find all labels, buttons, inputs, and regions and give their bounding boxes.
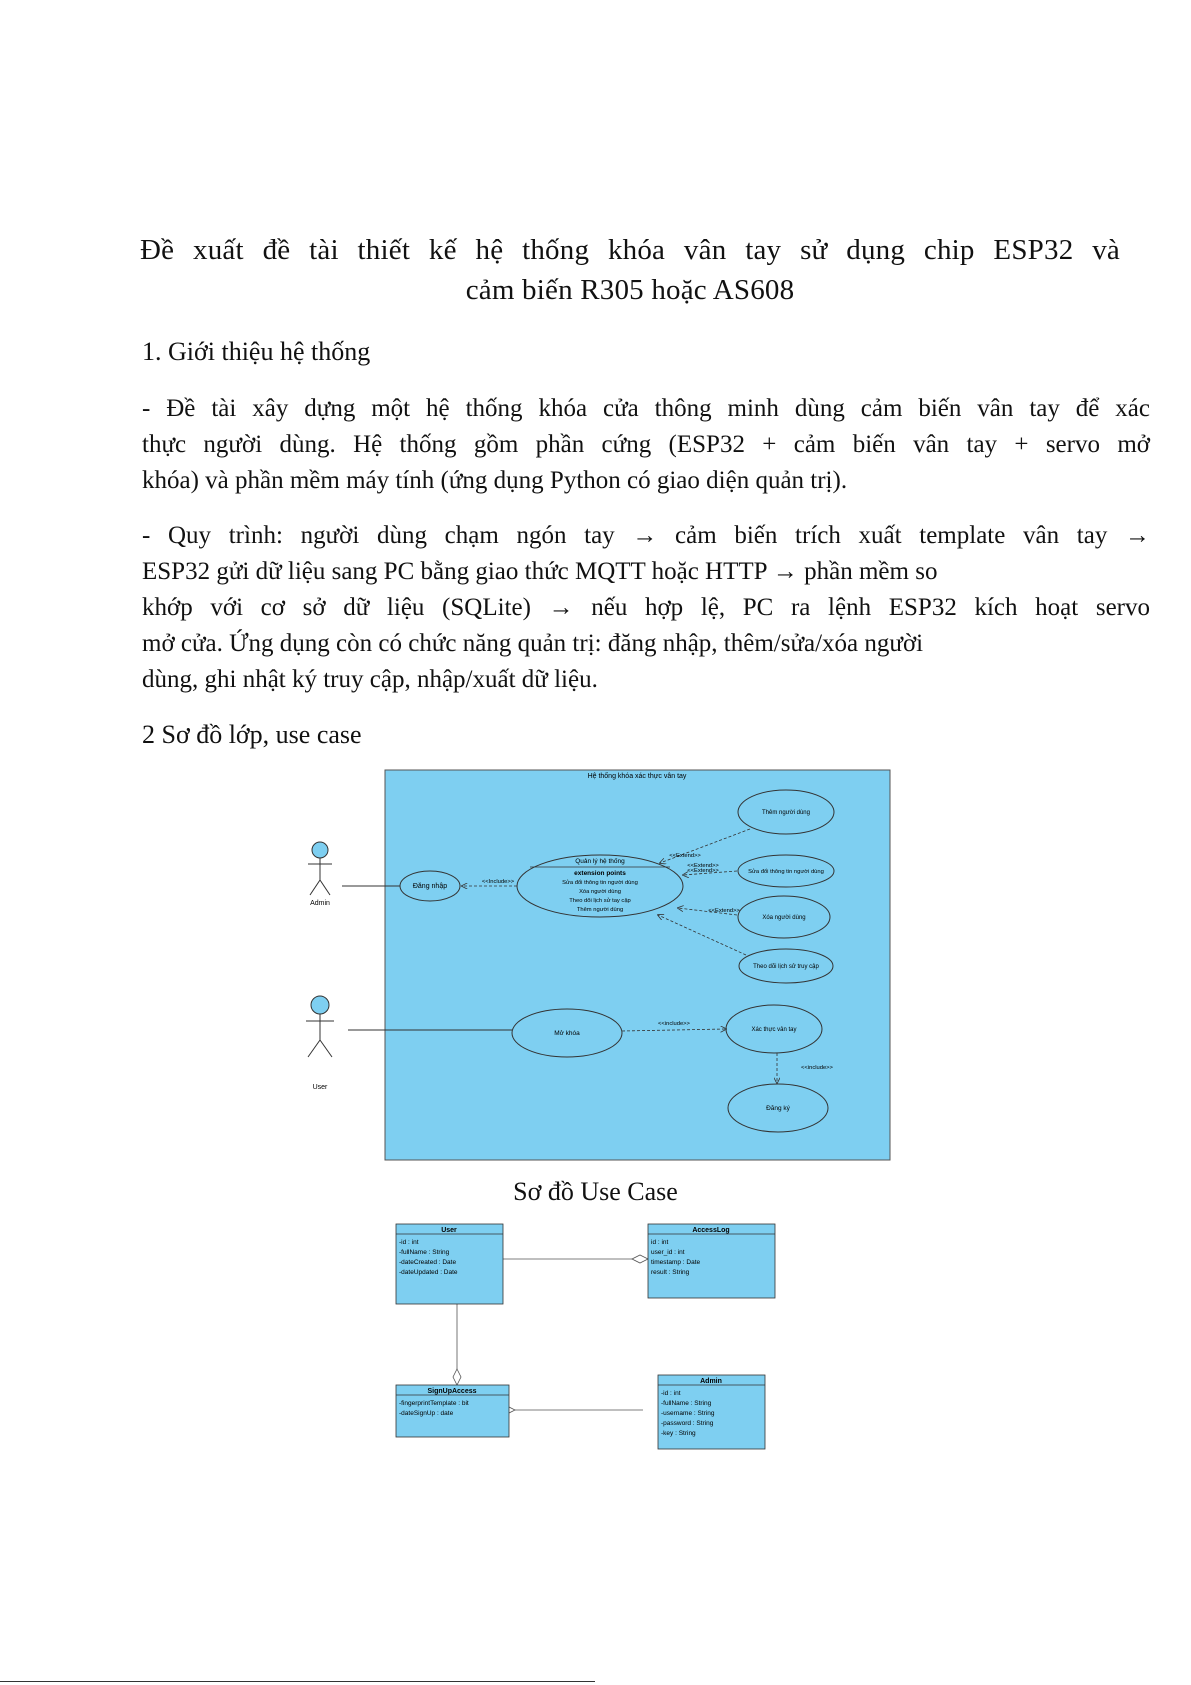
footnote-divider xyxy=(0,1681,595,1682)
svg-text:AccessLog: AccessLog xyxy=(692,1227,730,1234)
title-line-1: Đề xuất đề tài thiết kế hệ thống khóa vân tay sử dụng chip ESP32 và xyxy=(140,234,1120,266)
svg-text:SignUpAccess: SignUpAccess xyxy=(427,1388,477,1395)
admin-actor-label: Admin xyxy=(310,900,330,907)
svg-text:extension points: extension points xyxy=(574,870,626,877)
svg-text:-fullName : String: -fullName : String xyxy=(661,1400,712,1407)
class-signupaccess xyxy=(396,1385,509,1437)
svg-text:Xóa người dùng: Xóa người dùng xyxy=(579,889,621,895)
svg-text:-dateCreated : Date: -dateCreated : Date xyxy=(399,1259,457,1266)
svg-text:Admin: Admin xyxy=(700,1378,722,1385)
paragraph-process xyxy=(142,518,1150,698)
svg-text:Theo dõi lịch sử truy cập: Theo dõi lịch sử truy cập xyxy=(753,964,819,970)
use-case-diagram xyxy=(290,765,900,1165)
paragraph-intro xyxy=(142,391,1150,499)
paragraph-line: ESP32 gửi dữ liệu sang PC bằng giao thức MQTT hoặc HTTP → phần mềm so xyxy=(142,558,938,585)
svg-text:User: User xyxy=(441,1227,457,1234)
svg-text:Theo dõi lịch sử tay cập: Theo dõi lịch sử tay cập xyxy=(569,898,631,904)
paragraph-line: - Đề tài xây dựng một hệ thống khóa cửa thông minh dùng cảm biến vân tay để xác xyxy=(142,395,1150,422)
paragraph-line: mở cửa. Ứng dụng còn có chức năng quản trị: đăng nhập, thêm/sửa/xóa người xyxy=(142,630,924,657)
paragraph-line: dùng, ghi nhật ký truy cập, nhập/xuất dữ liệu. xyxy=(142,666,598,693)
svg-text:id : int: id : int xyxy=(651,1239,669,1246)
svg-text:user_id : int: user_id : int xyxy=(651,1249,685,1256)
extend-label: <<Extend>> xyxy=(687,868,719,874)
extend-label: <<Extend>> xyxy=(708,908,740,914)
svg-text:-id : int: -id : int xyxy=(399,1239,419,1246)
svg-text:Thêm người dùng: Thêm người dùng xyxy=(576,907,624,913)
class-accesslog xyxy=(648,1224,775,1298)
extend-label: <<Extend>> xyxy=(687,863,719,869)
paragraph-line: - Quy trình: người dùng chạm ngón tay → cảm biến trích xuất template vân tay → xyxy=(142,522,1150,549)
svg-text:Xóa người dùng: Xóa người dùng xyxy=(762,915,806,921)
extend-label: <<Extend>> xyxy=(669,853,701,859)
svg-text:Xác thực vân tay: Xác thực vân tay xyxy=(751,1027,797,1033)
include-label: <<include>> xyxy=(801,1065,833,1071)
svg-text:-id : int: -id : int xyxy=(661,1390,681,1397)
section-2-heading: 2 Sơ đồ lớp, use case xyxy=(142,720,362,749)
class-user xyxy=(396,1224,503,1304)
svg-text:timestamp : Date: timestamp : Date xyxy=(651,1259,701,1266)
svg-text:-username : String: -username : String xyxy=(661,1410,715,1417)
admin-actor xyxy=(308,842,332,895)
svg-text:Đăng ký: Đăng ký xyxy=(766,1105,790,1112)
svg-text:-dateSignUp : date: -dateSignUp : date xyxy=(399,1410,454,1417)
class-diagram xyxy=(390,1222,810,1452)
svg-text:Sửa đổi thông tin người dùng: Sửa đổi thông tin người dùng xyxy=(562,880,638,886)
svg-text:-fingerprintTemplate : bit: -fingerprintTemplate : bit xyxy=(399,1400,469,1407)
svg-text:Mở khóa: Mở khóa xyxy=(554,1030,580,1037)
svg-text:-fullName : String: -fullName : String xyxy=(399,1249,450,1256)
use-case-caption: Sơ đồ Use Case xyxy=(513,1177,678,1206)
svg-text:result : String: result : String xyxy=(651,1269,690,1276)
paragraph-line: khóa) và phần mềm máy tính (ứng dụng Python có giao diện quản trị). xyxy=(142,467,848,494)
svg-text:Thêm người dùng: Thêm người dùng xyxy=(762,810,810,816)
section-1-heading: 1. Giới thiệu hệ thống xyxy=(142,337,371,366)
paragraph-line: khớp với cơ sở dữ liệu (SQLite) → nếu hợp lệ, PC ra lệnh ESP32 kích hoạt servo xyxy=(142,594,1150,621)
include-label: <<include>> xyxy=(658,1021,690,1027)
svg-text:-dateUpdated : Date: -dateUpdated : Date xyxy=(399,1269,458,1276)
svg-text:-key : String: -key : String xyxy=(661,1430,696,1437)
user-actor xyxy=(306,996,334,1057)
svg-text:Đăng nhập: Đăng nhập xyxy=(412,883,448,890)
include-label: <<Include>> xyxy=(481,879,515,885)
paragraph-line: thực người dùng. Hệ thống gồm phần cứng (ESP32 + cảm biến vân tay + servo mở xyxy=(142,431,1150,458)
svg-text:Sửa đổi thông tin người dùng: Sửa đổi thông tin người dùng xyxy=(748,869,824,875)
class-admin xyxy=(658,1375,765,1449)
svg-text:-password : String: -password : String xyxy=(661,1420,714,1427)
svg-text:Quản lý hệ thống: Quản lý hệ thống xyxy=(575,858,625,865)
user-actor-label: User xyxy=(312,1084,328,1091)
document-title xyxy=(140,230,1120,310)
system-title: Hệ thống khóa xác thực vân tay xyxy=(587,773,687,780)
title-line-2: cảm biến R305 hoặc AS608 xyxy=(465,274,795,306)
